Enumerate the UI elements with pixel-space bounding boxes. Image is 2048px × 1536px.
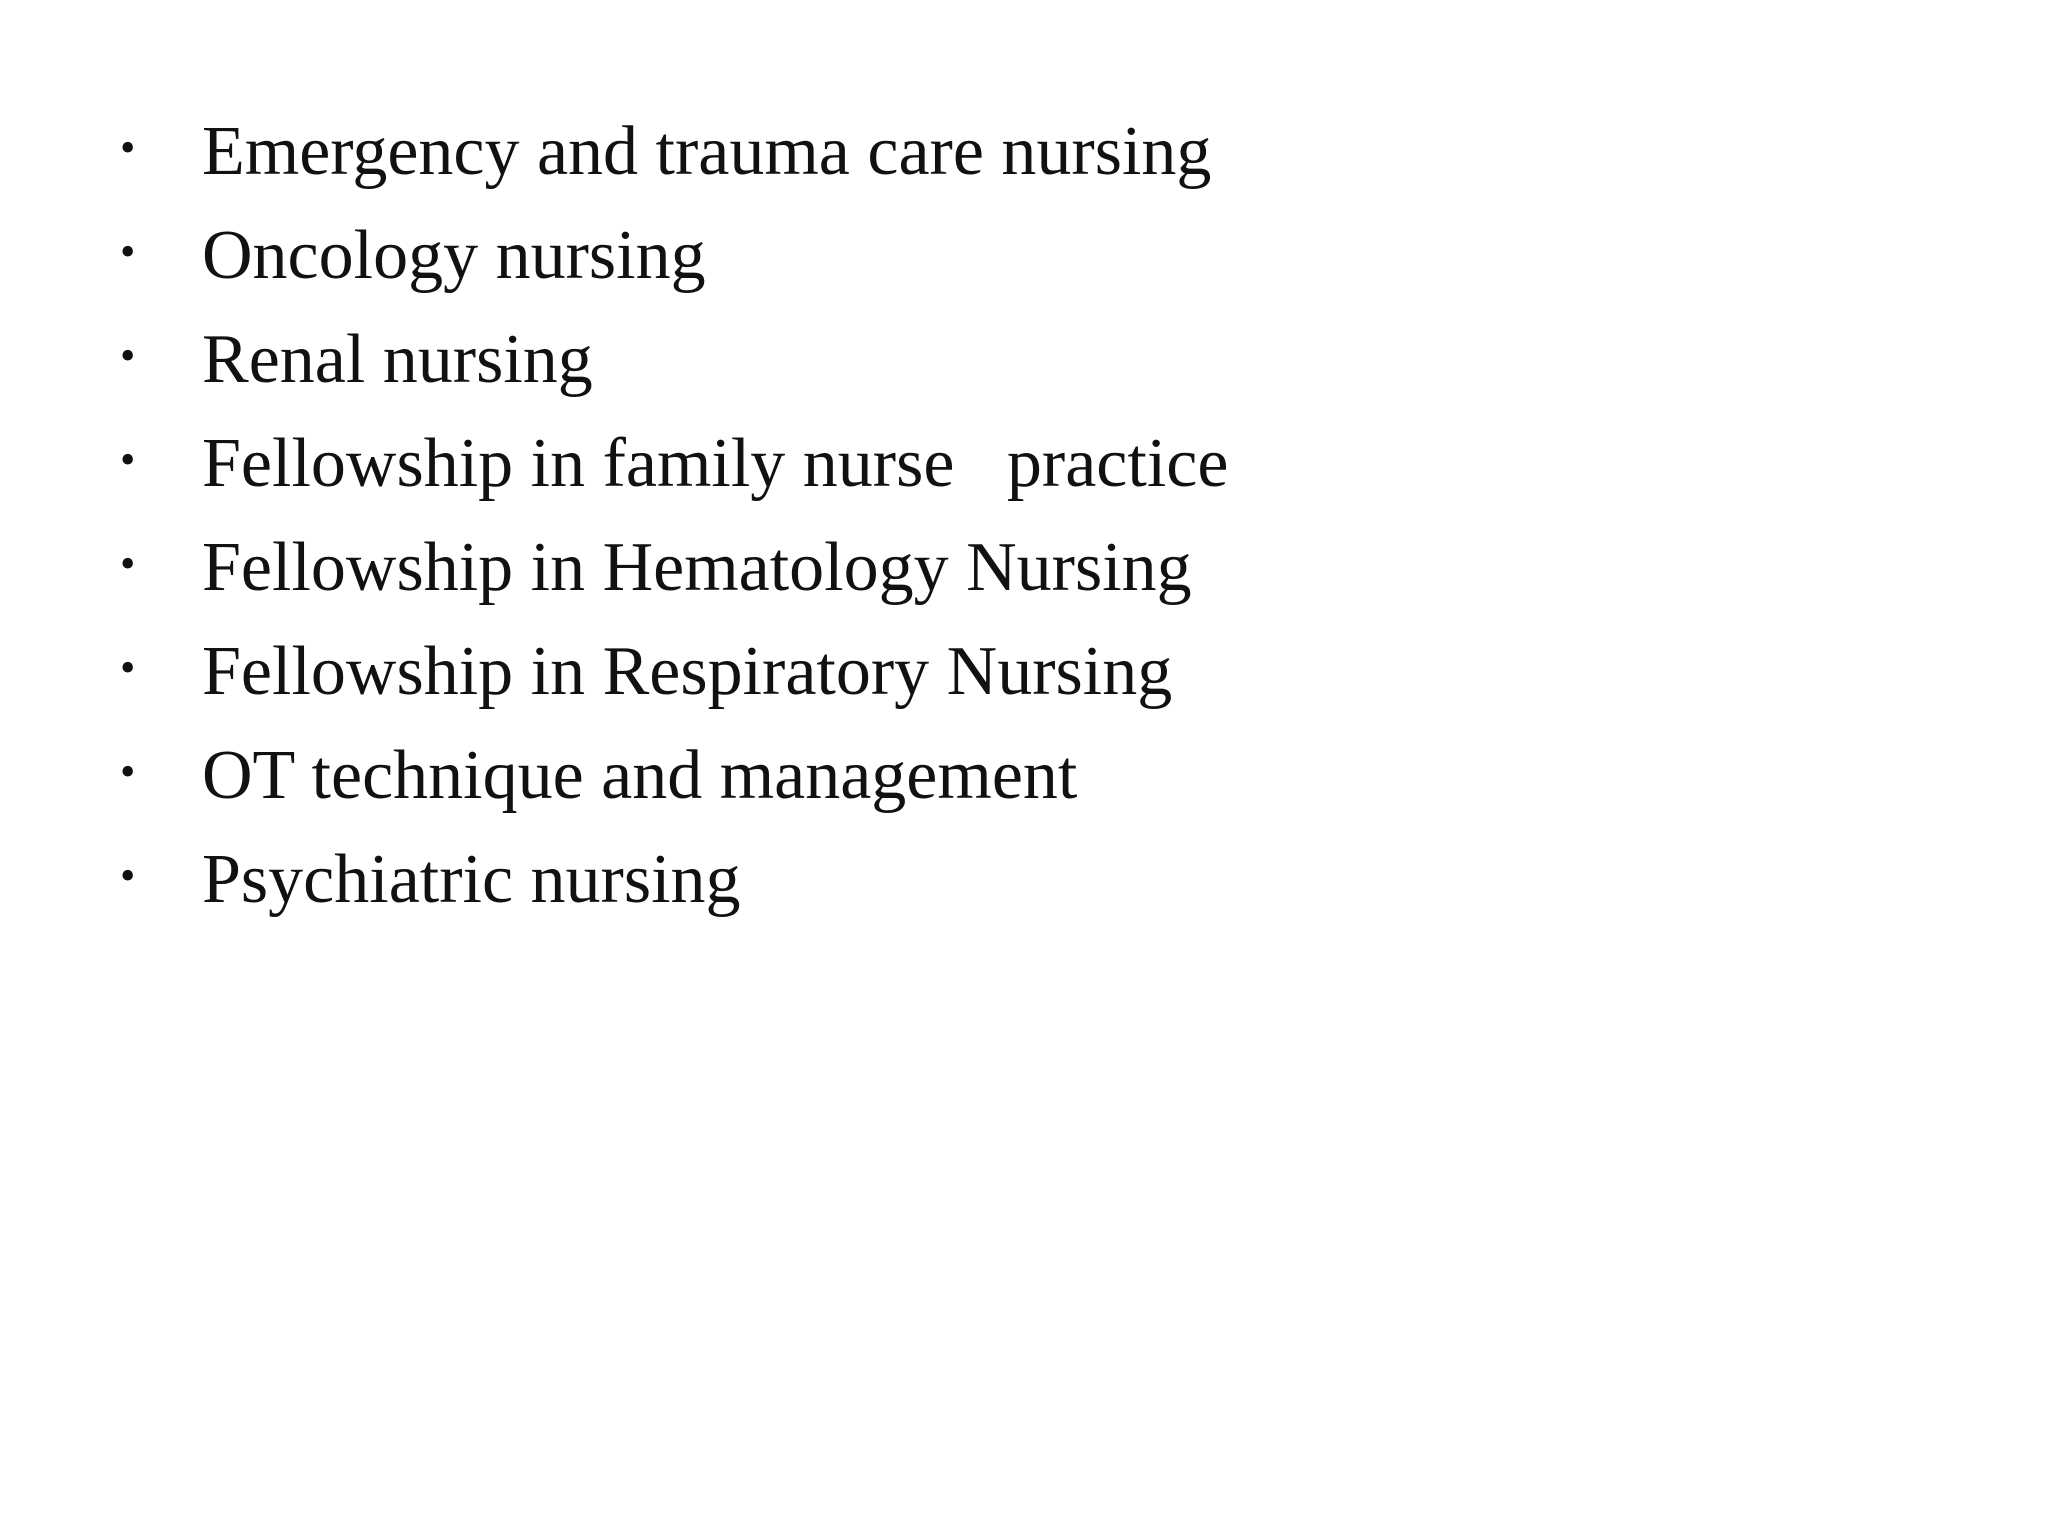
bullet-icon: •: [120, 227, 136, 276]
list-item: [120, 516, 1228, 620]
list-item: [120, 828, 1228, 932]
bullet-icon: •: [120, 539, 136, 588]
list-item-text: Oncology nursing: [202, 217, 706, 294]
list-item: [120, 204, 1228, 308]
bullet-icon: •: [120, 435, 136, 484]
list-item: [120, 100, 1228, 204]
list-item-text: Fellowship in family nurse practice: [202, 425, 1229, 502]
list-item: [120, 620, 1228, 724]
list-item: [120, 412, 1228, 516]
bullet-icon: •: [120, 851, 136, 900]
bullet-icon: •: [120, 331, 136, 380]
bullet-icon: •: [120, 643, 136, 692]
list-item-text: Renal nursing: [202, 321, 593, 398]
list-item-text: Psychiatric nursing: [202, 841, 741, 918]
bullet-icon: •: [120, 123, 136, 172]
list-item-text: Fellowship in Hematology Nursing: [202, 529, 1192, 606]
bullet-icon: •: [120, 747, 136, 796]
list-item: [120, 724, 1228, 828]
list-item-text: Fellowship in Respiratory Nursing: [202, 633, 1173, 710]
list-item: [120, 308, 1228, 412]
list-item-text: Emergency and trauma care nursing: [202, 113, 1212, 190]
list-item-text: OT technique and management: [202, 737, 1078, 814]
bullet-list: [120, 100, 1228, 932]
